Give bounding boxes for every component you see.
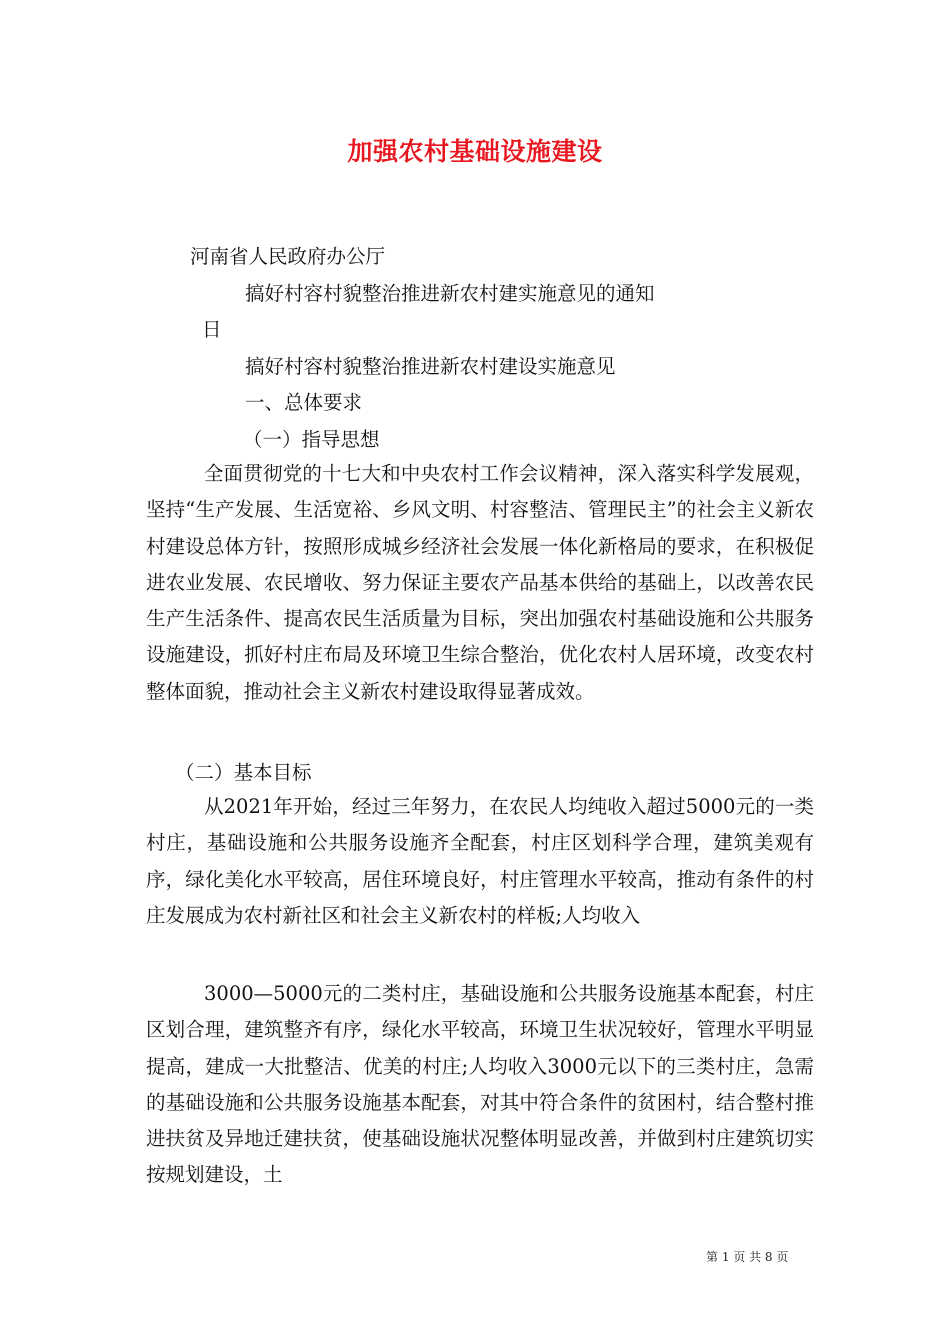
document-subtitle: 搞好村容村貌整治推进新农村建设实施意见 bbox=[245, 355, 616, 378]
date-line: 日 bbox=[202, 318, 222, 341]
subsection-heading-2: （二）基本目标 bbox=[175, 761, 312, 784]
paragraph-guiding-ideology: 全面贯彻党的十七大和中央农村工作会议精神，深入落实科学发展观，坚持“生产发展、生活宽裕、乡风文明、村容整洁、管理民主”的社会主义新农村建设总体方针，按照形成城乡经济社会发展一体化新格局的要求，在积极促进农业发展、农民增收、努力保证主要农产品基本供给的基础上，以改善农民生产生活条件、提高农民生活质量为目标，突出加强农村基础设施和公共服务设施建设，抓好村庄布局及环境卫生综合整治，优化农村人居环境，改变农村整体面貌，推动社会主义新农村建设取得显著成效。 bbox=[146, 462, 814, 703]
issuer-line: 河南省人民政府办公厅 bbox=[190, 245, 386, 268]
paragraph-basic-goals-2: 3000—5000元的二类村庄，基础设施和公共服务设施基本配套，村庄区划合理，建筑整齐有序，绿化水平较高，环境卫生状况较好，管理水平明显提高，建成一大批整洁、优美的村庄;人均收入3000元以下的三类村庄，急需的基础设施和公共服务设施基本配套，对其中符合条件的贫困村，结合整村推进扶贫及异地迁建扶贫，使基础设施状况整体明显改善，并做到村庄建筑切实按规划建设，土 bbox=[146, 982, 814, 1187]
subsection-heading-1: （一）指导思想 bbox=[243, 428, 380, 451]
section-heading-1: 一、总体要求 bbox=[245, 391, 363, 414]
paragraph-basic-goals-1: 从2021年开始，经过三年努力，在农民人均纯收入超过5000元的一类村庄，基础设施和公共服务设施齐全配套，村庄区划科学合理，建筑美观有序，绿化美化水平较高，居住环境良好，村庄管理水平较高，推动有条件的村庄发展成为农村新社区和社会主义新农村的样板;人均收入 bbox=[146, 795, 814, 927]
page-number-footer: 第 1 页 共 8 页 bbox=[706, 1250, 789, 1264]
notice-title-line: 搞好村容村貌整治推进新农村建实施意见的通知 bbox=[245, 282, 655, 305]
document-title: 加强农村基础设施建设 bbox=[347, 137, 603, 166]
